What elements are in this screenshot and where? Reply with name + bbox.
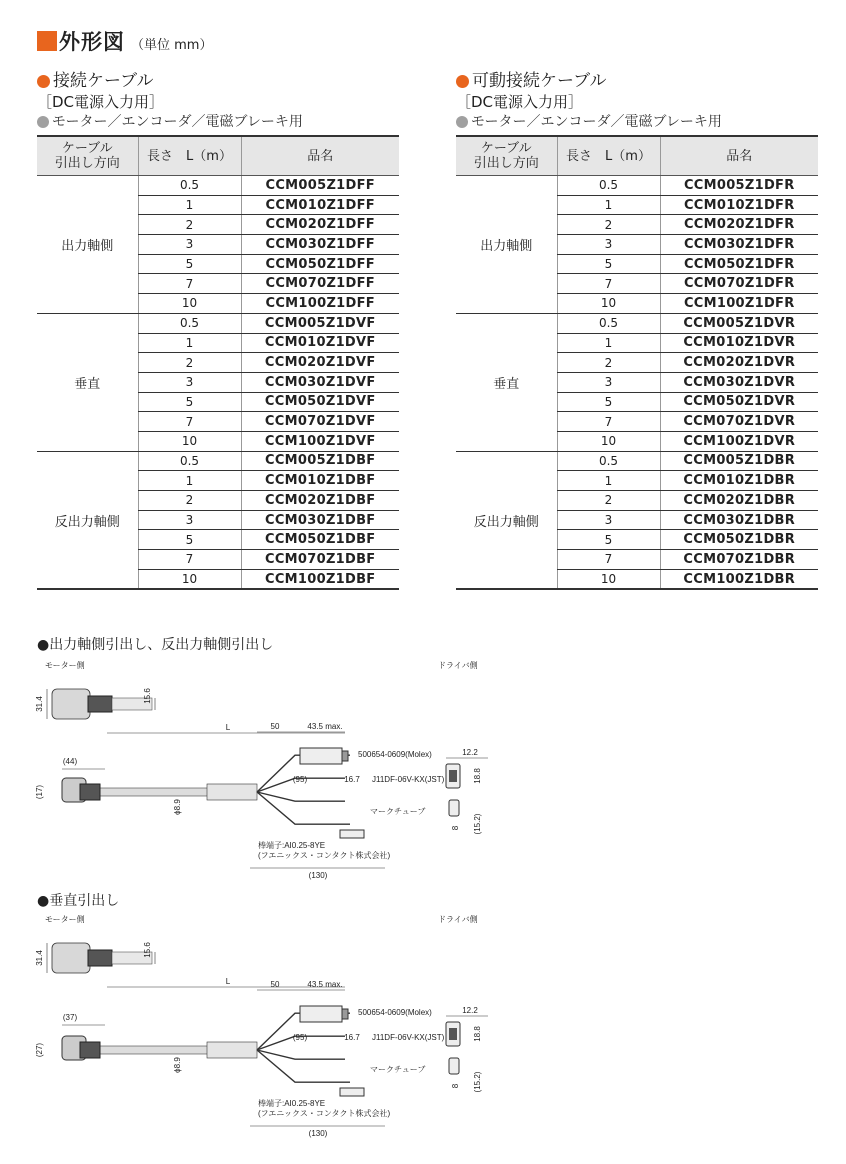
dim-L: L bbox=[225, 723, 231, 732]
dim-phi: ϕ8.9 bbox=[173, 1057, 182, 1073]
part-number-cell: CCM050Z1DVF bbox=[241, 392, 399, 412]
molex-side-inner bbox=[449, 1028, 457, 1040]
part-number-cell: CCM070Z1DBR bbox=[660, 550, 818, 570]
part-number-cell: CCM030Z1DBF bbox=[241, 510, 399, 530]
group-cell: 垂直 bbox=[456, 313, 557, 451]
terminal-label: 棒端子:AI0.25-8YE bbox=[258, 1099, 326, 1108]
dim-8: 8 bbox=[451, 1083, 460, 1089]
length-cell: 2 bbox=[138, 215, 241, 235]
length-cell: 1 bbox=[138, 471, 241, 491]
mark-tube-label: マークチューブ bbox=[370, 807, 426, 816]
length-cell: 10 bbox=[138, 569, 241, 589]
length-cell: 10 bbox=[138, 294, 241, 314]
length-cell: 3 bbox=[557, 510, 660, 530]
part-number-cell: CCM100Z1DVR bbox=[660, 431, 818, 451]
dim-130: (130) bbox=[308, 871, 328, 880]
right-sub: ［DC電源入力用］ bbox=[456, 93, 584, 111]
part-number-cell: CCM070Z1DFR bbox=[660, 274, 818, 294]
page-title bbox=[37, 27, 212, 55]
part-number-cell: CCM005Z1DFR bbox=[660, 176, 818, 196]
length-cell: 5 bbox=[138, 254, 241, 274]
cable-sleeve bbox=[207, 784, 257, 800]
dim-height: (17) bbox=[35, 784, 44, 800]
dim-15-2: (15.2) bbox=[473, 813, 482, 835]
dim-offset: (37) bbox=[62, 1013, 78, 1022]
jst-connector bbox=[340, 830, 364, 838]
group-cell: 反出力軸側 bbox=[456, 451, 557, 589]
connector-top-grip bbox=[88, 950, 112, 966]
length-cell: 1 bbox=[138, 195, 241, 215]
motor-connector-grip bbox=[80, 784, 100, 800]
dim-8: 8 bbox=[451, 825, 460, 831]
wire bbox=[257, 792, 350, 824]
dim-12-2: 12.2 bbox=[462, 1006, 478, 1015]
dim-43-5: 43.5 max. bbox=[307, 980, 343, 989]
part-number-cell: CCM010Z1DFF bbox=[241, 195, 399, 215]
part-number-cell: CCM050Z1DBR bbox=[660, 530, 818, 550]
length-cell: 0.5 bbox=[138, 313, 241, 333]
length-cell: 7 bbox=[138, 274, 241, 294]
table-row bbox=[37, 451, 399, 471]
length-cell: 5 bbox=[138, 392, 241, 412]
length-cell: 0.5 bbox=[557, 451, 660, 471]
length-cell: 3 bbox=[138, 510, 241, 530]
wire bbox=[257, 1050, 350, 1082]
part-number-cell: CCM070Z1DVF bbox=[241, 412, 399, 432]
molex-latch bbox=[342, 1009, 348, 1019]
orange-dot-icon bbox=[37, 75, 50, 88]
header-length: 長さ L（m） bbox=[138, 136, 241, 176]
terminal-maker-label: (フエニックス・コンタクト株式会社) bbox=[258, 851, 391, 860]
connector-top-body bbox=[52, 689, 90, 719]
header-part: 品名 bbox=[660, 136, 818, 176]
part-number-cell: CCM005Z1DFF bbox=[241, 176, 399, 196]
length-cell: 1 bbox=[557, 471, 660, 491]
dim-50: 50 bbox=[270, 980, 280, 989]
driver-side-label: ドライバ側 bbox=[438, 915, 478, 924]
part-number-cell: CCM005Z1DBR bbox=[660, 451, 818, 471]
part-number-cell: CCM050Z1DFF bbox=[241, 254, 399, 274]
dim-95: (95) bbox=[292, 775, 308, 784]
dim-95: (95) bbox=[292, 1033, 308, 1042]
length-cell: 7 bbox=[557, 412, 660, 432]
dim-31-4: 31.4 bbox=[35, 950, 44, 966]
header-part: 品名 bbox=[241, 136, 399, 176]
gray-dot-icon bbox=[456, 116, 468, 128]
length-cell: 3 bbox=[138, 372, 241, 392]
part-number-cell: CCM010Z1DFR bbox=[660, 195, 818, 215]
length-cell: 2 bbox=[138, 491, 241, 511]
length-cell: 0.5 bbox=[557, 313, 660, 333]
length-cell: 5 bbox=[138, 530, 241, 550]
title-text: 外形図 bbox=[59, 30, 125, 54]
mark-tube-label: マークチューブ bbox=[370, 1065, 426, 1074]
part-number-cell: CCM010Z1DBF bbox=[241, 471, 399, 491]
drawing1 bbox=[0, 656, 846, 886]
part-number-cell: CCM005Z1DBF bbox=[241, 451, 399, 471]
main-cable bbox=[95, 1046, 215, 1054]
motor-side-label: モーター側 bbox=[45, 915, 85, 924]
length-cell: 1 bbox=[557, 195, 660, 215]
length-cell: 3 bbox=[138, 235, 241, 255]
length-cell: 2 bbox=[557, 353, 660, 373]
motor-connector-grip bbox=[80, 1042, 100, 1058]
orange-dot-icon bbox=[456, 75, 469, 88]
dim-43-5: 43.5 max. bbox=[307, 722, 343, 731]
part-number-cell: CCM100Z1DBR bbox=[660, 569, 818, 589]
cable-sleeve bbox=[207, 1042, 257, 1058]
part-number-cell: CCM010Z1DVF bbox=[241, 333, 399, 353]
wire bbox=[257, 1050, 345, 1059]
molex-side-inner bbox=[449, 770, 457, 782]
dim-15-2: (15.2) bbox=[473, 1071, 482, 1093]
part-number-cell: CCM020Z1DFR bbox=[660, 215, 818, 235]
length-cell: 5 bbox=[557, 530, 660, 550]
dim-15-6: 15.6 bbox=[143, 688, 152, 704]
part-number-cell: CCM020Z1DBF bbox=[241, 491, 399, 511]
drawing2-title: ●垂直引出し bbox=[37, 893, 120, 909]
group-cell: 垂直 bbox=[37, 313, 138, 451]
part-number-cell: CCM030Z1DVR bbox=[660, 372, 818, 392]
table-row bbox=[37, 176, 399, 196]
length-cell: 10 bbox=[138, 431, 241, 451]
dim-18-8: 18.8 bbox=[473, 768, 482, 784]
part-number-cell: CCM100Z1DFR bbox=[660, 294, 818, 314]
length-cell: 5 bbox=[557, 254, 660, 274]
molex-label: 500654-0609(Molex) bbox=[358, 1008, 432, 1017]
dim-12-2: 12.2 bbox=[462, 748, 478, 757]
drawing1-title: ●出力軸側引出し、反出力軸側引出し bbox=[37, 637, 274, 653]
length-cell: 2 bbox=[138, 353, 241, 373]
length-cell: 0.5 bbox=[138, 451, 241, 471]
part-number-cell: CCM030Z1DFR bbox=[660, 235, 818, 255]
jst-label: J11DF-06V-KX(JST) bbox=[372, 1033, 445, 1042]
part-number-cell: CCM100Z1DBF bbox=[241, 569, 399, 589]
left-sub: ［DC電源入力用］ bbox=[37, 93, 165, 111]
length-cell: 3 bbox=[557, 372, 660, 392]
length-cell: 7 bbox=[557, 274, 660, 294]
motor-side-label: モーター側 bbox=[45, 661, 85, 670]
unit-text: （単位 mm） bbox=[131, 37, 213, 53]
molex-connector bbox=[300, 748, 342, 764]
part-number-cell: CCM020Z1DBR bbox=[660, 491, 818, 511]
length-cell: 7 bbox=[138, 412, 241, 432]
driver-side-label: ドライバ側 bbox=[438, 661, 478, 670]
length-cell: 1 bbox=[138, 333, 241, 353]
part-number-cell: CCM030Z1DBR bbox=[660, 510, 818, 530]
length-cell: 10 bbox=[557, 569, 660, 589]
part-number-cell: CCM050Z1DVR bbox=[660, 392, 818, 412]
table-row bbox=[37, 313, 399, 333]
left-note: モーター／エンコーダ／電磁ブレーキ用 bbox=[52, 114, 303, 130]
part-number-cell: CCM070Z1DVR bbox=[660, 412, 818, 432]
dim-offset: (44) bbox=[62, 757, 78, 766]
wire bbox=[257, 792, 345, 801]
left-heading: 接続ケーブル bbox=[53, 71, 154, 91]
length-cell: 0.5 bbox=[138, 176, 241, 196]
part-number-cell: CCM020Z1DVR bbox=[660, 353, 818, 373]
length-cell: 5 bbox=[557, 392, 660, 412]
terminal-maker-label: (フエニックス・コンタクト株式会社) bbox=[258, 1109, 391, 1118]
dim-16-7: 16.7 bbox=[344, 775, 360, 784]
part-number-cell: CCM050Z1DBF bbox=[241, 530, 399, 550]
right-heading: 可動接続ケーブル bbox=[472, 71, 607, 91]
part-number-cell: CCM030Z1DVF bbox=[241, 372, 399, 392]
part-number-cell: CCM100Z1DVF bbox=[241, 431, 399, 451]
dim-130: (130) bbox=[308, 1129, 328, 1138]
part-number-cell: CCM010Z1DVR bbox=[660, 333, 818, 353]
right-table bbox=[456, 135, 818, 590]
length-cell: 2 bbox=[557, 491, 660, 511]
dim-50: 50 bbox=[270, 722, 280, 731]
jst-side-view bbox=[449, 1058, 459, 1074]
part-number-cell: CCM020Z1DVF bbox=[241, 353, 399, 373]
gray-dot-icon bbox=[37, 116, 49, 128]
molex-latch bbox=[342, 751, 348, 761]
right-note: モーター／エンコーダ／電磁ブレーキ用 bbox=[471, 114, 722, 130]
molex-label: 500654-0609(Molex) bbox=[358, 750, 432, 759]
right-section bbox=[456, 70, 818, 590]
connector-top-body bbox=[52, 943, 90, 973]
header-direction: ケーブル 引出し方向 bbox=[37, 136, 138, 176]
part-number-cell: CCM070Z1DFF bbox=[241, 274, 399, 294]
part-number-cell: CCM005Z1DVR bbox=[660, 313, 818, 333]
length-cell: 7 bbox=[557, 550, 660, 570]
dim-16-7: 16.7 bbox=[344, 1033, 360, 1042]
left-section bbox=[37, 70, 399, 590]
dim-height: (27) bbox=[35, 1042, 44, 1058]
length-cell: 0.5 bbox=[557, 176, 660, 196]
part-number-cell: CCM010Z1DBR bbox=[660, 471, 818, 491]
table-row bbox=[456, 451, 818, 471]
part-number-cell: CCM100Z1DFF bbox=[241, 294, 399, 314]
part-number-cell: CCM005Z1DVF bbox=[241, 313, 399, 333]
length-cell: 7 bbox=[138, 550, 241, 570]
length-cell: 3 bbox=[557, 235, 660, 255]
jst-connector bbox=[340, 1088, 364, 1096]
part-number-cell: CCM020Z1DFF bbox=[241, 215, 399, 235]
header-length: 長さ L（m） bbox=[557, 136, 660, 176]
dim-15-6: 15.6 bbox=[143, 942, 152, 958]
orange-square-icon bbox=[37, 31, 57, 51]
group-cell: 反出力軸側 bbox=[37, 451, 138, 589]
header-direction: ケーブル 引出し方向 bbox=[456, 136, 557, 176]
part-number-cell: CCM030Z1DFF bbox=[241, 235, 399, 255]
terminal-label: 棒端子:AI0.25-8YE bbox=[258, 841, 326, 850]
drawing2 bbox=[0, 910, 846, 1140]
main-cable bbox=[95, 788, 215, 796]
dim-L: L bbox=[225, 977, 231, 986]
part-number-cell: CCM070Z1DBF bbox=[241, 550, 399, 570]
table-row bbox=[456, 176, 818, 196]
table-row bbox=[456, 313, 818, 333]
left-table bbox=[37, 135, 399, 590]
jst-side-view bbox=[449, 800, 459, 816]
length-cell: 2 bbox=[557, 215, 660, 235]
connector-top-grip bbox=[88, 696, 112, 712]
length-cell: 10 bbox=[557, 294, 660, 314]
dim-18-8: 18.8 bbox=[473, 1026, 482, 1042]
group-cell: 出力軸側 bbox=[456, 176, 557, 314]
jst-label: J11DF-06V-KX(JST) bbox=[372, 775, 445, 784]
group-cell: 出力軸側 bbox=[37, 176, 138, 314]
part-number-cell: CCM050Z1DFR bbox=[660, 254, 818, 274]
length-cell: 1 bbox=[557, 333, 660, 353]
dim-31-4: 31.4 bbox=[35, 696, 44, 712]
molex-connector bbox=[300, 1006, 342, 1022]
length-cell: 10 bbox=[557, 431, 660, 451]
dim-phi: ϕ8.9 bbox=[173, 799, 182, 815]
